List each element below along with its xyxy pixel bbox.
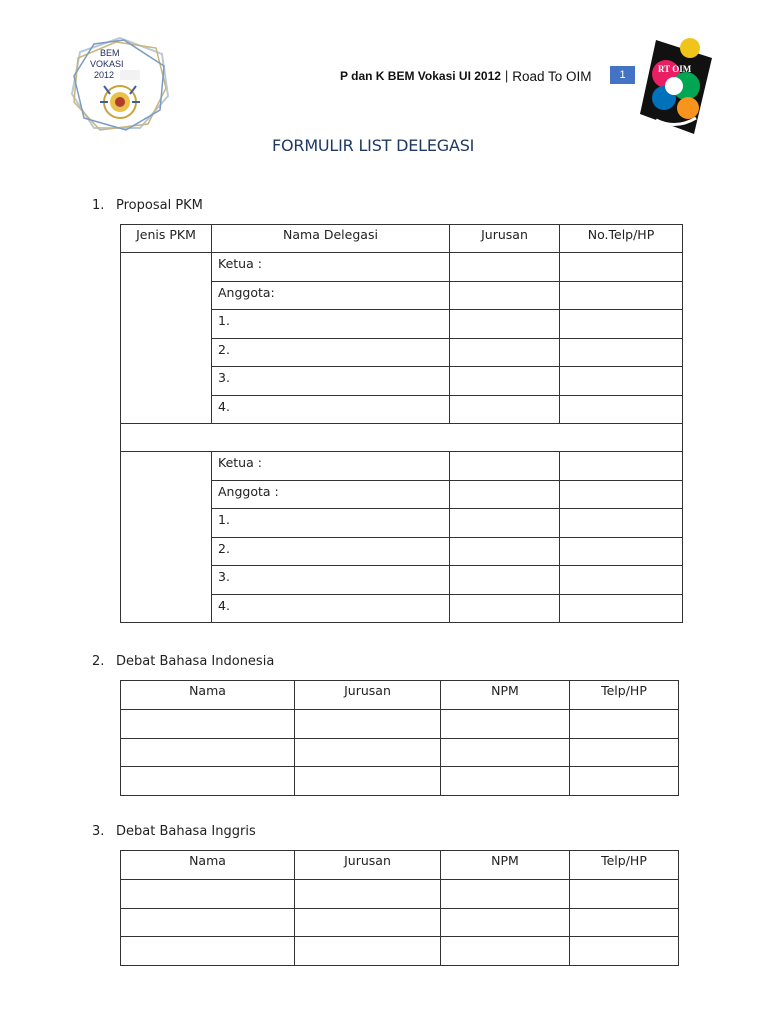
- nama-cell[interactable]: [121, 937, 295, 966]
- column-header: NPM: [441, 851, 570, 880]
- delegate-name-cell[interactable]: 4.: [212, 594, 450, 623]
- phone-cell[interactable]: [570, 767, 679, 796]
- jurusan-cell[interactable]: [450, 310, 560, 339]
- jurusan-cell[interactable]: [450, 395, 560, 424]
- npm-cell[interactable]: [441, 767, 570, 796]
- form-title: FORMULIR LIST DELEGASI: [272, 136, 475, 155]
- delegate-name-cell[interactable]: 3.: [212, 367, 450, 396]
- delegate-name-cell[interactable]: Ketua :: [212, 253, 450, 282]
- section-title: Proposal PKM: [116, 198, 203, 213]
- jurusan-cell[interactable]: [450, 253, 560, 282]
- jurusan-cell[interactable]: [450, 480, 560, 509]
- table-row: [121, 253, 683, 282]
- jenis-pkm-cell[interactable]: [121, 452, 212, 623]
- phone-cell[interactable]: [560, 452, 683, 481]
- column-header: Nama: [121, 681, 295, 710]
- npm-cell[interactable]: [441, 908, 570, 937]
- section-proposal-pkm-heading: [92, 198, 203, 213]
- header-separator: |: [504, 69, 509, 83]
- delegate-name-cell[interactable]: Anggota:: [212, 281, 450, 310]
- nama-cell[interactable]: [121, 710, 295, 739]
- table-header-row: [121, 851, 679, 880]
- column-header: No.Telp/HP: [560, 225, 683, 253]
- column-header: Jurusan: [450, 225, 560, 253]
- svg-text:2012: 2012: [94, 70, 115, 80]
- npm-cell[interactable]: [441, 738, 570, 767]
- rt-oim-logo: [636, 34, 716, 138]
- table-row: [121, 710, 679, 739]
- jurusan-cell[interactable]: [295, 880, 441, 909]
- section-title: Debat Bahasa Indonesia: [116, 654, 275, 669]
- phone-cell[interactable]: [560, 480, 683, 509]
- jurusan-cell[interactable]: [450, 566, 560, 595]
- phone-cell[interactable]: [560, 281, 683, 310]
- delegate-name-cell[interactable]: 4.: [212, 395, 450, 424]
- section-number: 2.: [92, 654, 105, 669]
- phone-cell[interactable]: [570, 738, 679, 767]
- column-header: Jenis PKM: [121, 225, 212, 253]
- phone-cell[interactable]: [560, 310, 683, 339]
- bem-vokasi-logo: [70, 36, 170, 132]
- separator-cell: [121, 424, 683, 452]
- table-header-row: [121, 681, 679, 710]
- svg-text:VOKASI: VOKASI: [90, 59, 124, 69]
- page-number-badge: 1: [610, 66, 635, 84]
- jurusan-cell[interactable]: [450, 537, 560, 566]
- phone-cell[interactable]: [570, 880, 679, 909]
- svg-text:RT OIM: RT OIM: [658, 64, 692, 74]
- section-debat-inggris-heading: [92, 824, 256, 839]
- section-debat-indonesia-heading: [92, 654, 274, 669]
- column-header: Jurusan: [295, 681, 441, 710]
- jurusan-cell[interactable]: [295, 937, 441, 966]
- column-header: Telp/HP: [570, 681, 679, 710]
- nama-cell[interactable]: [121, 880, 295, 909]
- nama-cell[interactable]: [121, 908, 295, 937]
- delegate-name-cell[interactable]: Anggota :: [212, 480, 450, 509]
- phone-cell[interactable]: [560, 253, 683, 282]
- npm-cell[interactable]: [441, 710, 570, 739]
- phone-cell[interactable]: [570, 937, 679, 966]
- jurusan-cell[interactable]: [450, 594, 560, 623]
- table-row: [121, 767, 679, 796]
- proposal-pkm-table: [120, 224, 683, 623]
- table-row: [121, 937, 679, 966]
- svg-text:BEM: BEM: [100, 48, 120, 58]
- jurusan-cell[interactable]: [295, 908, 441, 937]
- delegate-name-cell[interactable]: 2.: [212, 537, 450, 566]
- phone-cell[interactable]: [560, 537, 683, 566]
- jurusan-cell[interactable]: [450, 338, 560, 367]
- column-header: Nama Delegasi: [212, 225, 450, 253]
- page-header: [340, 66, 592, 86]
- jurusan-cell[interactable]: [295, 738, 441, 767]
- phone-cell[interactable]: [570, 710, 679, 739]
- table-row: [121, 452, 683, 481]
- table-header-row: [121, 225, 683, 253]
- npm-cell[interactable]: [441, 880, 570, 909]
- phone-cell[interactable]: [570, 908, 679, 937]
- phone-cell[interactable]: [560, 509, 683, 538]
- phone-cell[interactable]: [560, 566, 683, 595]
- section-number: 1.: [92, 198, 105, 213]
- jurusan-cell[interactable]: [450, 452, 560, 481]
- delegate-name-cell[interactable]: 3.: [212, 566, 450, 595]
- table-row: [121, 880, 679, 909]
- jurusan-cell[interactable]: [295, 767, 441, 796]
- jurusan-cell[interactable]: [450, 367, 560, 396]
- phone-cell[interactable]: [560, 367, 683, 396]
- header-org: P dan K BEM Vokasi UI 2012: [340, 69, 501, 83]
- delegate-name-cell[interactable]: Ketua :: [212, 452, 450, 481]
- jurusan-cell[interactable]: [450, 281, 560, 310]
- phone-cell[interactable]: [560, 594, 683, 623]
- table-row: [121, 738, 679, 767]
- delegate-name-cell[interactable]: 1.: [212, 310, 450, 339]
- npm-cell[interactable]: [441, 937, 570, 966]
- column-header: Nama: [121, 851, 295, 880]
- debat-inggris-table: [120, 850, 679, 966]
- group-separator-row: [121, 424, 683, 452]
- jurusan-cell[interactable]: [450, 509, 560, 538]
- header-event: Road To OIM: [512, 68, 592, 84]
- nama-cell[interactable]: [121, 767, 295, 796]
- column-header: NPM: [441, 681, 570, 710]
- nama-cell[interactable]: [121, 738, 295, 767]
- jenis-pkm-cell[interactable]: [121, 253, 212, 424]
- phone-cell[interactable]: [560, 338, 683, 367]
- section-title: Debat Bahasa Inggris: [116, 824, 256, 839]
- column-header: Jurusan: [295, 851, 441, 880]
- delegate-name-cell[interactable]: 1.: [212, 509, 450, 538]
- column-header: Telp/HP: [570, 851, 679, 880]
- phone-cell[interactable]: [560, 395, 683, 424]
- delegate-name-cell[interactable]: 2.: [212, 338, 450, 367]
- debat-indonesia-table: [120, 680, 679, 796]
- section-number: 3.: [92, 824, 105, 839]
- table-row: [121, 908, 679, 937]
- jurusan-cell[interactable]: [295, 710, 441, 739]
